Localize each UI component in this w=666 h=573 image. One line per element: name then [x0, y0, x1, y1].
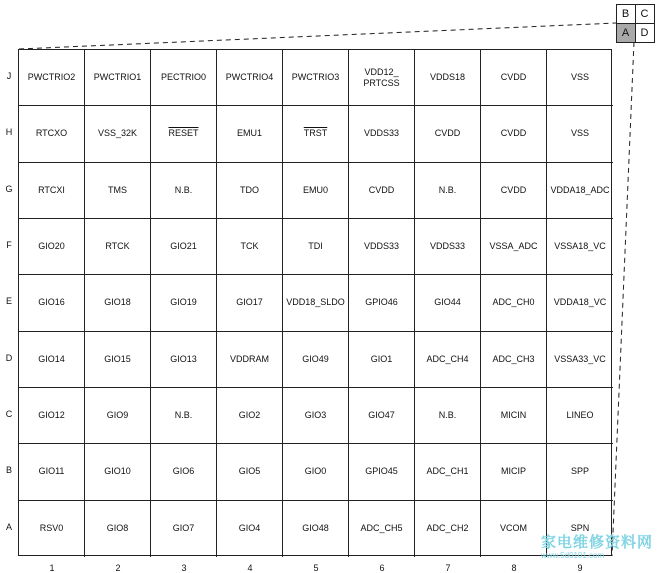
- watermark-url: www.5d0101.com: [541, 551, 605, 560]
- pin-cell: MICIN: [481, 388, 547, 444]
- pin-cell: N.B.: [151, 163, 217, 219]
- column-label: 3: [181, 563, 187, 573]
- row-label: J: [6, 71, 12, 82]
- pin-cell: GIO8: [85, 501, 151, 557]
- pin-cell: N.B.: [151, 388, 217, 444]
- pin-cell: VDDS18: [415, 50, 481, 106]
- pin-cell: VSS: [547, 50, 613, 106]
- pin-cell: TDI: [283, 219, 349, 275]
- pin-cell: VSSA18_VC: [547, 219, 613, 275]
- ball-grid-table: [18, 49, 612, 556]
- pin-cell: TRST: [283, 106, 349, 162]
- pin-cell: CVDD: [481, 50, 547, 106]
- legend-quadrant-b: B: [616, 4, 636, 24]
- pin-cell: GIO20: [19, 219, 85, 275]
- pin-cell: RSV0: [19, 501, 85, 557]
- pin-cell: GIO11: [19, 444, 85, 500]
- pin-cell: TCK: [217, 219, 283, 275]
- pin-cell: GIO0: [283, 444, 349, 500]
- pin-cell: GIO7: [151, 501, 217, 557]
- pin-cell: RESET: [151, 106, 217, 162]
- pin-cell: GIO21: [151, 219, 217, 275]
- pin-cell: VSSA_ADC: [481, 219, 547, 275]
- pin-cell: CVDD: [349, 163, 415, 219]
- pin-cell: MICIP: [481, 444, 547, 500]
- pin-cell: TMS: [85, 163, 151, 219]
- pin-cell: VCOM: [481, 501, 547, 557]
- pin-cell: GIO1: [349, 332, 415, 388]
- column-label: 7: [445, 563, 451, 573]
- pin-cell: GIO6: [151, 444, 217, 500]
- column-label: 9: [577, 563, 583, 573]
- pin-cell: TDO: [217, 163, 283, 219]
- pin-cell: GIO5: [217, 444, 283, 500]
- pin-cell: VDDRAM: [217, 332, 283, 388]
- column-label: 4: [247, 563, 253, 573]
- pin-cell: PWCTRIO1: [85, 50, 151, 106]
- row-label: A: [5, 521, 12, 532]
- row-label: B: [5, 465, 12, 476]
- pin-cell: SPP: [547, 444, 613, 500]
- pin-cell: SPN: [570, 523, 590, 534]
- pin-cell: VDD12_ PRTCSS: [349, 50, 415, 106]
- pin-cell: GIO19: [151, 275, 217, 331]
- pin-cell: GPIO46: [349, 275, 415, 331]
- pin-cell: CVDD: [481, 163, 547, 219]
- pin-cell: CVDD: [415, 106, 481, 162]
- column-label: 8: [511, 563, 517, 573]
- pin-cell: GIO4: [217, 501, 283, 557]
- pin-cell: PWCTRIO4: [217, 50, 283, 106]
- pin-cell: N.B.: [415, 163, 481, 219]
- pin-cell: GIO47: [349, 388, 415, 444]
- column-label: 5: [313, 563, 319, 573]
- pin-cell: ADC_CH5: [349, 501, 415, 557]
- column-label: 1: [49, 563, 55, 573]
- legend-quadrant-c: C: [635, 4, 655, 24]
- pin-cell: ADC_CH1: [415, 444, 481, 500]
- pin-cell: VSS: [547, 106, 613, 162]
- pin-cell: RTCXO: [19, 106, 85, 162]
- pin-cell: ADC_CH2: [415, 501, 481, 557]
- pin-cell: GIO17: [217, 275, 283, 331]
- pin-cell: CVDD: [481, 106, 547, 162]
- pin-cell: GIO14: [19, 332, 85, 388]
- pin-cell: GIO49: [283, 332, 349, 388]
- column-label: 2: [115, 563, 121, 573]
- legend-quadrant-d: D: [635, 23, 655, 43]
- pin-cell: ADC_CH3: [481, 332, 547, 388]
- row-label: E: [5, 296, 12, 307]
- quadrant-legend: [616, 4, 654, 42]
- pin-cell: LINEO: [547, 388, 613, 444]
- pin-cell: VDDS33: [349, 106, 415, 162]
- pin-cell: VSS_32K: [85, 106, 151, 162]
- pin-cell: VDDS33: [415, 219, 481, 275]
- row-label: F: [6, 240, 12, 251]
- pin-cell: GIO10: [85, 444, 151, 500]
- watermark-text: 家电维修资料网: [541, 533, 654, 551]
- pin-cell: PWCTRIO2: [19, 50, 85, 106]
- pin-cell: GIO3: [283, 388, 349, 444]
- pin-cell: GIO13: [151, 332, 217, 388]
- pin-cell: RTCXI: [19, 163, 85, 219]
- pin-cell: ADC_CH0: [481, 275, 547, 331]
- pin-cell: GIO12: [19, 388, 85, 444]
- row-label: G: [5, 183, 13, 194]
- pin-cell: ADC_CH4: [415, 332, 481, 388]
- pin-cell: GIO44: [415, 275, 481, 331]
- column-label: 6: [379, 563, 385, 573]
- pin-cell: VDD18_SLDO: [283, 275, 349, 331]
- pin-cell: N.B.: [415, 388, 481, 444]
- pin-cell: GIO9: [85, 388, 151, 444]
- pin-cell: VDDA18_VC: [547, 275, 613, 331]
- pin-cell: GPIO45: [349, 444, 415, 500]
- pin-cell: EMU1: [217, 106, 283, 162]
- pin-cell: GIO18: [85, 275, 151, 331]
- pin-cell: RTCK: [85, 219, 151, 275]
- pin-cell: GIO16: [19, 275, 85, 331]
- pin-cell: PWCTRIO3: [283, 50, 349, 106]
- row-label: D: [5, 352, 13, 363]
- pin-cell: GIO15: [85, 332, 151, 388]
- pin-cell: EMU0: [283, 163, 349, 219]
- legend-quadrant-a: A: [616, 23, 636, 43]
- pin-cell: VDDA18_ADC: [547, 163, 613, 219]
- pin-cell: GIO48: [283, 501, 349, 557]
- pin-cell: PECTRIO0: [151, 50, 217, 106]
- pin-cell: GIO2: [217, 388, 283, 444]
- pin-cell: VSSA33_VC: [547, 332, 613, 388]
- row-label: H: [5, 127, 13, 138]
- pin-cell: VDDS33: [349, 219, 415, 275]
- row-label: C: [5, 409, 13, 420]
